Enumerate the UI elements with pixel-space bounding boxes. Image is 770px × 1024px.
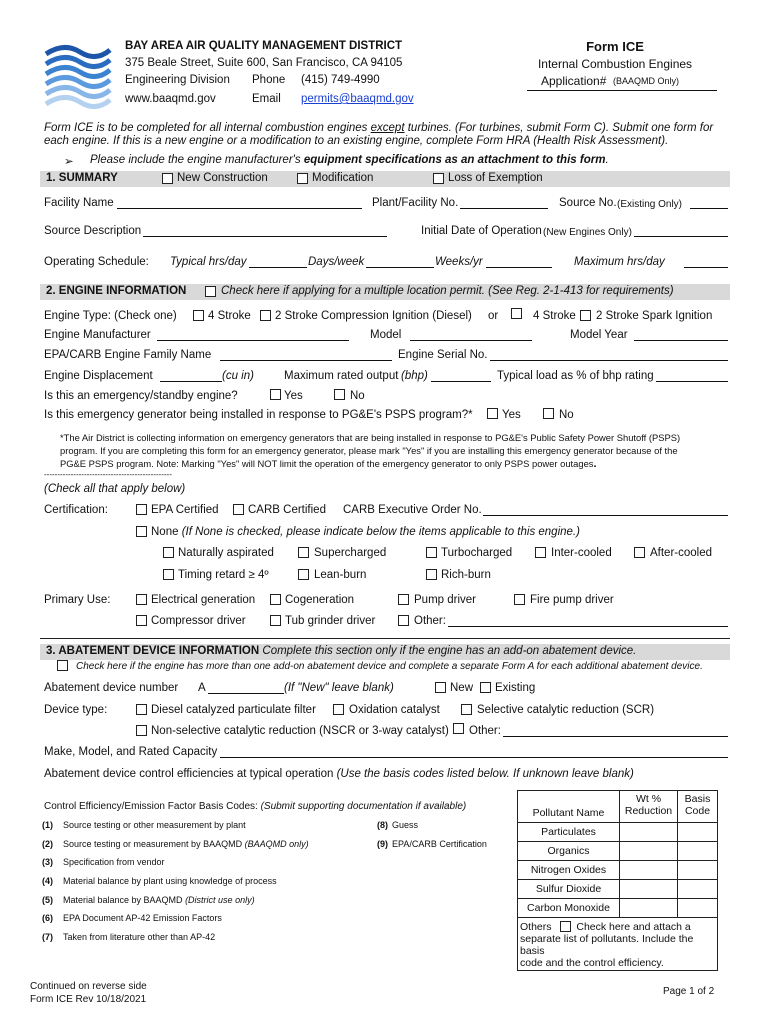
emergency-no-label: No bbox=[350, 390, 365, 402]
spec-instruction: Please include the engine manufacturer's equipment specifications as an attachment to this form. bbox=[90, 154, 609, 166]
scr-label: Selective catalytic reduction (SCR) bbox=[477, 704, 655, 716]
phone-number: (415) 749-4990 bbox=[301, 74, 380, 86]
tub-grinder-checkbox[interactable] bbox=[270, 615, 281, 626]
basis-code-text: Material balance by BAAQMD (District use only) bbox=[63, 895, 255, 905]
typical-hrs-field[interactable] bbox=[249, 267, 307, 268]
basis-code-text: Material balance by plant using knowledge of process bbox=[63, 876, 277, 886]
model-label: Model bbox=[370, 329, 402, 341]
agency-name: BAY AREA AIR QUALITY MANAGEMENT DISTRICT bbox=[125, 40, 403, 52]
source-no-field[interactable] bbox=[690, 208, 728, 209]
two-stroke-si-checkbox[interactable] bbox=[580, 310, 591, 321]
dpf-checkbox[interactable] bbox=[136, 704, 147, 715]
four-stroke-ci-label: 4 Stroke bbox=[208, 310, 251, 322]
model-year-field[interactable] bbox=[634, 340, 728, 341]
basis-code-number: (3) bbox=[42, 857, 53, 867]
typical-load-label: Typical load as % of bhp rating bbox=[497, 370, 654, 382]
device-type-label: Device type: bbox=[44, 704, 108, 716]
website: www.baaqmd.gov bbox=[125, 93, 216, 105]
form-subtitle: Internal Combustion Engines bbox=[537, 57, 693, 71]
pollutant-name: Carbon Monoxide bbox=[518, 899, 620, 918]
basis-code-number: (4) bbox=[42, 876, 53, 886]
inter-cooled-label: Inter-cooled bbox=[551, 547, 612, 559]
nscr-label: Non-selective catalytic reduction (NSCR or 3-way catalyst) bbox=[151, 725, 449, 737]
weeks-yr-field[interactable] bbox=[486, 267, 552, 268]
pollutant-row bbox=[518, 842, 718, 861]
psps-footnote-3: PG&E PSPS program. Note: Marking "Yes" will NOT limit the operation of the emergency generator to only PSPS power outages. bbox=[60, 458, 597, 470]
electrical-generation-label: Electrical generation bbox=[151, 594, 256, 606]
initial-date-note: (New Engines Only) bbox=[543, 227, 632, 238]
device-other-checkbox[interactable] bbox=[453, 723, 464, 734]
basis-code-text: Specification from vendor bbox=[63, 857, 165, 867]
device-existing-label: Existing bbox=[495, 682, 536, 694]
serial-no-field[interactable] bbox=[490, 360, 728, 361]
bhp-label: (bhp) bbox=[401, 370, 428, 382]
two-stroke-ci-checkbox[interactable] bbox=[260, 310, 271, 321]
pollutant-name: Organics bbox=[518, 842, 620, 861]
multi-device-checkbox[interactable] bbox=[57, 660, 68, 671]
basis-code-number: (7) bbox=[42, 932, 53, 942]
basis-code-cell[interactable] bbox=[678, 842, 718, 861]
family-name-label: EPA/CARB Engine Family Name bbox=[44, 349, 212, 361]
phone-label: Phone bbox=[252, 74, 286, 86]
emergency-no-checkbox[interactable] bbox=[334, 389, 345, 400]
nscr-checkbox[interactable] bbox=[136, 725, 147, 736]
loss-of-exemption-label: Loss of Exemption bbox=[448, 172, 543, 184]
basis-code-cell[interactable] bbox=[678, 823, 718, 842]
manufacturer-label: Engine Manufacturer bbox=[44, 329, 151, 341]
days-week-field[interactable] bbox=[366, 267, 434, 268]
others-checkbox[interactable] bbox=[560, 921, 571, 932]
intro-line1: Form ICE is to be completed for all internal combustion engines except turbines. (For turbines, submit Form C). Submit one form for bbox=[44, 122, 714, 134]
make-model-label: Make, Model, and Rated Capacity bbox=[44, 746, 218, 758]
agency-address: 375 Beale Street, Suite 600, San Francisco, CA 94105 bbox=[125, 57, 403, 69]
loss-of-exemption-checkbox[interactable] bbox=[433, 173, 444, 184]
new-construction-label: New Construction bbox=[177, 172, 268, 184]
lean-burn-label: Lean-burn bbox=[314, 569, 367, 581]
bullet-arrow-icon: ➢ bbox=[64, 156, 74, 168]
four-stroke-ci-checkbox[interactable] bbox=[193, 310, 204, 321]
carb-order-field[interactable] bbox=[483, 515, 728, 516]
make-model-field[interactable] bbox=[220, 757, 728, 758]
psps-footnote-1: *The Air District is collecting information on emergency generators that are being installed in response to PG&E's Public Safety Power Shutoff (PSPS) bbox=[60, 432, 681, 443]
email-link[interactable]: permits@baaqmd.gov bbox=[301, 93, 414, 105]
engine-heading: 2. ENGINE INFORMATION bbox=[46, 285, 187, 297]
pollutant-row bbox=[518, 823, 718, 842]
naturally-aspirated-label: Naturally aspirated bbox=[178, 547, 274, 559]
scr-checkbox[interactable] bbox=[461, 704, 472, 715]
pollutant-name: Sulfur Dioxide bbox=[518, 880, 620, 899]
basis-code-number: (6) bbox=[42, 913, 53, 923]
psps-no-label: No bbox=[559, 409, 574, 421]
compressor-driver-label: Compressor driver bbox=[151, 615, 246, 627]
pollutant-name: Nitrogen Oxides bbox=[518, 861, 620, 880]
oxidation-label: Oxidation catalyst bbox=[349, 704, 440, 716]
continued-note: Continued on reverse side bbox=[30, 981, 147, 992]
source-description-label: Source Description bbox=[44, 225, 142, 237]
typical-load-field[interactable] bbox=[656, 381, 728, 382]
plant-no-field[interactable] bbox=[460, 208, 548, 209]
plant-no-label: Plant/Facility No. bbox=[372, 197, 459, 209]
device-new-label: New bbox=[450, 682, 474, 694]
emergency-yes-label: Yes bbox=[284, 390, 303, 402]
manufacturer-field[interactable] bbox=[157, 340, 349, 341]
device-other-field[interactable] bbox=[503, 736, 728, 737]
weeks-yr-label: Weeks/yr bbox=[435, 256, 483, 268]
timing-retard-label: Timing retard ≥ 4º bbox=[178, 569, 269, 581]
basis-code-text: Guess bbox=[392, 820, 419, 830]
pollutant-row bbox=[518, 899, 718, 918]
carb-certified-label: CARB Certified bbox=[248, 504, 326, 516]
divider-dashes: ------------------------------------------------ bbox=[44, 470, 172, 479]
multi-location-checkbox[interactable] bbox=[205, 286, 216, 297]
none-label: None (If None is checked, please indicate below the items applicable to this engine.) bbox=[151, 526, 580, 538]
col-pollutant-name: Pollutant Name bbox=[518, 791, 620, 823]
naturally-aspirated-checkbox[interactable] bbox=[163, 547, 174, 558]
dpf-label: Diesel catalyzed particulate filter bbox=[151, 704, 316, 716]
initial-date-label: Initial Date of Operation bbox=[421, 225, 542, 237]
multi-location-label: Check here if applying for a multiple location permit. (See Reg. 2-1-413 for requirements) bbox=[221, 285, 674, 297]
after-cooled-checkbox[interactable] bbox=[634, 547, 645, 558]
facility-name-label: Facility Name bbox=[44, 197, 114, 209]
max-output-label: Maximum rated output bbox=[284, 370, 399, 382]
model-field[interactable] bbox=[410, 340, 532, 341]
pollutant-row bbox=[518, 861, 718, 880]
application-note: (BAAQMD Only) bbox=[613, 76, 680, 86]
basis-code-text: Source testing or measurement by BAAQMD (BAAQMD only) bbox=[63, 839, 309, 849]
basis-code-number: (1) bbox=[42, 820, 53, 830]
new-construction-checkbox[interactable] bbox=[162, 173, 173, 184]
timing-retard-checkbox[interactable] bbox=[163, 569, 174, 580]
pollutant-row bbox=[518, 880, 718, 899]
pump-driver-checkbox[interactable] bbox=[398, 594, 409, 605]
wt-reduction-cell[interactable] bbox=[620, 842, 678, 861]
multi-device-label: Check here if the engine has more than one add-on abatement device and complete a separate Form A for each additional abatement device. bbox=[76, 661, 703, 672]
others-row: Others Check here and attach a separate list of pollutants. Include the basis code and the control efficiency. bbox=[518, 918, 718, 971]
division: Engineering Division bbox=[125, 74, 230, 86]
application-label: Application# bbox=[541, 74, 607, 88]
efficiencies-label: Abatement device control efficiencies at typical operation (Use the basis codes listed below. If unknown leave blank) bbox=[44, 768, 634, 780]
cogeneration-label: Cogeneration bbox=[285, 594, 355, 606]
after-cooled-label: After-cooled bbox=[650, 547, 713, 559]
basis-code-number: (8) bbox=[377, 820, 388, 830]
pump-driver-label: Pump driver bbox=[414, 594, 476, 606]
none-checkbox[interactable] bbox=[136, 526, 147, 537]
summary-heading: 1. SUMMARY bbox=[46, 172, 118, 184]
device-number-field[interactable] bbox=[208, 693, 284, 694]
fire-pump-driver-checkbox[interactable] bbox=[514, 594, 525, 605]
basis-code-text: EPA Document AP-42 Emission Factors bbox=[63, 913, 222, 923]
basis-code-text: Source testing or other measurement by plant bbox=[63, 820, 246, 830]
device-new-checkbox[interactable] bbox=[435, 682, 446, 693]
supercharged-checkbox[interactable] bbox=[298, 547, 309, 558]
device-number-label: Abatement device number bbox=[44, 682, 179, 694]
page-number: Page 1 of 2 bbox=[663, 986, 715, 997]
check-all-note: (Check all that apply below) bbox=[44, 483, 186, 495]
wt-reduction-cell[interactable] bbox=[620, 899, 678, 918]
pollutant-table bbox=[517, 790, 718, 971]
application-number-line[interactable] bbox=[527, 90, 717, 91]
intro-line2: each engine. If this is a new engine or a modification to an existing engine, complete Form HRA (Health Risk Assessment). bbox=[44, 135, 669, 147]
two-stroke-si-label: 2 Stroke Spark Ignition bbox=[596, 310, 713, 322]
epa-certified-label: EPA Certified bbox=[151, 504, 219, 516]
model-year-label: Model Year bbox=[570, 329, 628, 341]
device-number-prefix: A bbox=[198, 682, 206, 694]
basis-code-cell[interactable] bbox=[678, 880, 718, 899]
facility-name-field[interactable] bbox=[117, 208, 362, 209]
pollutant-rows bbox=[518, 823, 718, 918]
supercharged-label: Supercharged bbox=[314, 547, 387, 559]
turbocharged-checkbox[interactable] bbox=[426, 547, 437, 558]
source-no-note: (Existing Only) bbox=[617, 199, 683, 210]
summary-header-bar bbox=[40, 171, 730, 187]
modification-label: Modification bbox=[312, 172, 374, 184]
fire-pump-driver-label: Fire pump driver bbox=[530, 594, 614, 606]
compressor-driver-checkbox[interactable] bbox=[136, 615, 147, 626]
abatement-rule bbox=[40, 638, 730, 639]
psps-no-checkbox[interactable] bbox=[543, 408, 554, 419]
max-hrs-label: Maximum hrs/day bbox=[574, 256, 665, 268]
max-hrs-field[interactable] bbox=[684, 267, 728, 268]
primary-use-label: Primary Use: bbox=[44, 594, 111, 606]
engine-type-label: Engine Type: (Check one) bbox=[44, 310, 177, 322]
device-existing-checkbox[interactable] bbox=[480, 682, 491, 693]
psps-yes-checkbox[interactable] bbox=[487, 408, 498, 419]
emergency-yes-checkbox[interactable] bbox=[270, 389, 281, 400]
basis-code-cell[interactable] bbox=[678, 861, 718, 880]
four-stroke-si-label: 4 Stroke bbox=[533, 310, 576, 322]
psps-footnote-2: program. If you are completing this form for an emergency generator, please mark "Yes" if you are installing this emergency generator because of the bbox=[60, 445, 678, 456]
wt-reduction-cell[interactable] bbox=[620, 823, 678, 842]
basis-codes-title: Control Efficiency/Emission Factor Basis Codes: (Submit supporting documentation if available) bbox=[44, 801, 467, 812]
col-basis-code: Basis Code bbox=[678, 791, 718, 823]
epa-certified-checkbox[interactable] bbox=[136, 504, 147, 515]
electrical-generation-checkbox[interactable] bbox=[136, 594, 147, 605]
psps-yes-label: Yes bbox=[502, 409, 521, 421]
operating-schedule-label: Operating Schedule: bbox=[44, 256, 149, 268]
certification-label: Certification: bbox=[44, 504, 108, 516]
emergency-question: Is this an emergency/standby engine? bbox=[44, 390, 238, 402]
turbocharged-label: Turbocharged bbox=[441, 547, 513, 559]
baaqmd-logo bbox=[40, 40, 112, 112]
abatement-heading: 3. ABATEMENT DEVICE INFORMATION Complete this section only if the engine has an add-on abatement device. bbox=[46, 645, 637, 657]
wt-reduction-cell[interactable] bbox=[620, 880, 678, 899]
cu-in-label: (cu in) bbox=[222, 370, 254, 382]
cogeneration-checkbox[interactable] bbox=[270, 594, 281, 605]
inter-cooled-checkbox[interactable] bbox=[535, 547, 546, 558]
displacement-label: Engine Displacement bbox=[44, 370, 153, 382]
initial-date-field[interactable] bbox=[634, 236, 728, 237]
family-name-field[interactable] bbox=[220, 360, 392, 361]
basis-code-number: (5) bbox=[42, 895, 53, 905]
modification-checkbox[interactable] bbox=[297, 173, 308, 184]
max-output-field[interactable] bbox=[431, 381, 491, 382]
use-other-label: Other: bbox=[414, 615, 446, 627]
tub-grinder-label: Tub grinder driver bbox=[285, 615, 376, 627]
form-title: Form ICE bbox=[586, 39, 644, 54]
basis-code-number: (2) bbox=[42, 839, 53, 849]
rich-burn-checkbox[interactable] bbox=[426, 569, 437, 580]
pollutant-name: Particulates bbox=[518, 823, 620, 842]
carb-order-label: CARB Executive Order No. bbox=[343, 504, 482, 516]
basis-code-text: EPA/CARB Certification bbox=[392, 839, 487, 849]
psps-question: Is this emergency generator being installed in response to PG&E's PSPS program?* bbox=[44, 409, 473, 421]
col-wt-reduction: Wt % Reduction bbox=[620, 791, 678, 823]
two-stroke-ci-label: 2 Stroke Compression Ignition (Diesel) bbox=[275, 310, 472, 322]
oxidation-checkbox[interactable] bbox=[333, 704, 344, 715]
serial-no-label: Engine Serial No. bbox=[398, 349, 488, 361]
source-no-label: Source No. bbox=[559, 197, 617, 209]
typical-hrs-label: Typical hrs/day bbox=[170, 256, 247, 268]
email-label: Email bbox=[252, 93, 281, 105]
or-label: or bbox=[488, 310, 499, 322]
basis-code-number: (9) bbox=[377, 839, 388, 849]
basis-code-cell[interactable] bbox=[678, 899, 718, 918]
device-other-label: Other: bbox=[469, 725, 501, 737]
basis-code-text: Taken from literature other than AP-42 bbox=[63, 932, 216, 942]
wt-reduction-cell[interactable] bbox=[620, 861, 678, 880]
carb-certified-checkbox[interactable] bbox=[233, 504, 244, 515]
source-description-field[interactable] bbox=[143, 236, 387, 237]
use-other-checkbox[interactable] bbox=[398, 615, 409, 626]
displacement-field[interactable] bbox=[160, 381, 222, 382]
four-stroke-si-checkbox[interactable] bbox=[511, 308, 522, 319]
use-other-field[interactable] bbox=[448, 626, 728, 627]
lean-burn-checkbox[interactable] bbox=[298, 569, 309, 580]
form-revision: Form ICE Rev 10/18/2021 bbox=[30, 994, 147, 1005]
rich-burn-label: Rich-burn bbox=[441, 569, 491, 581]
days-week-label: Days/week bbox=[308, 256, 365, 268]
if-new-note: (If "New" leave blank) bbox=[284, 682, 394, 694]
